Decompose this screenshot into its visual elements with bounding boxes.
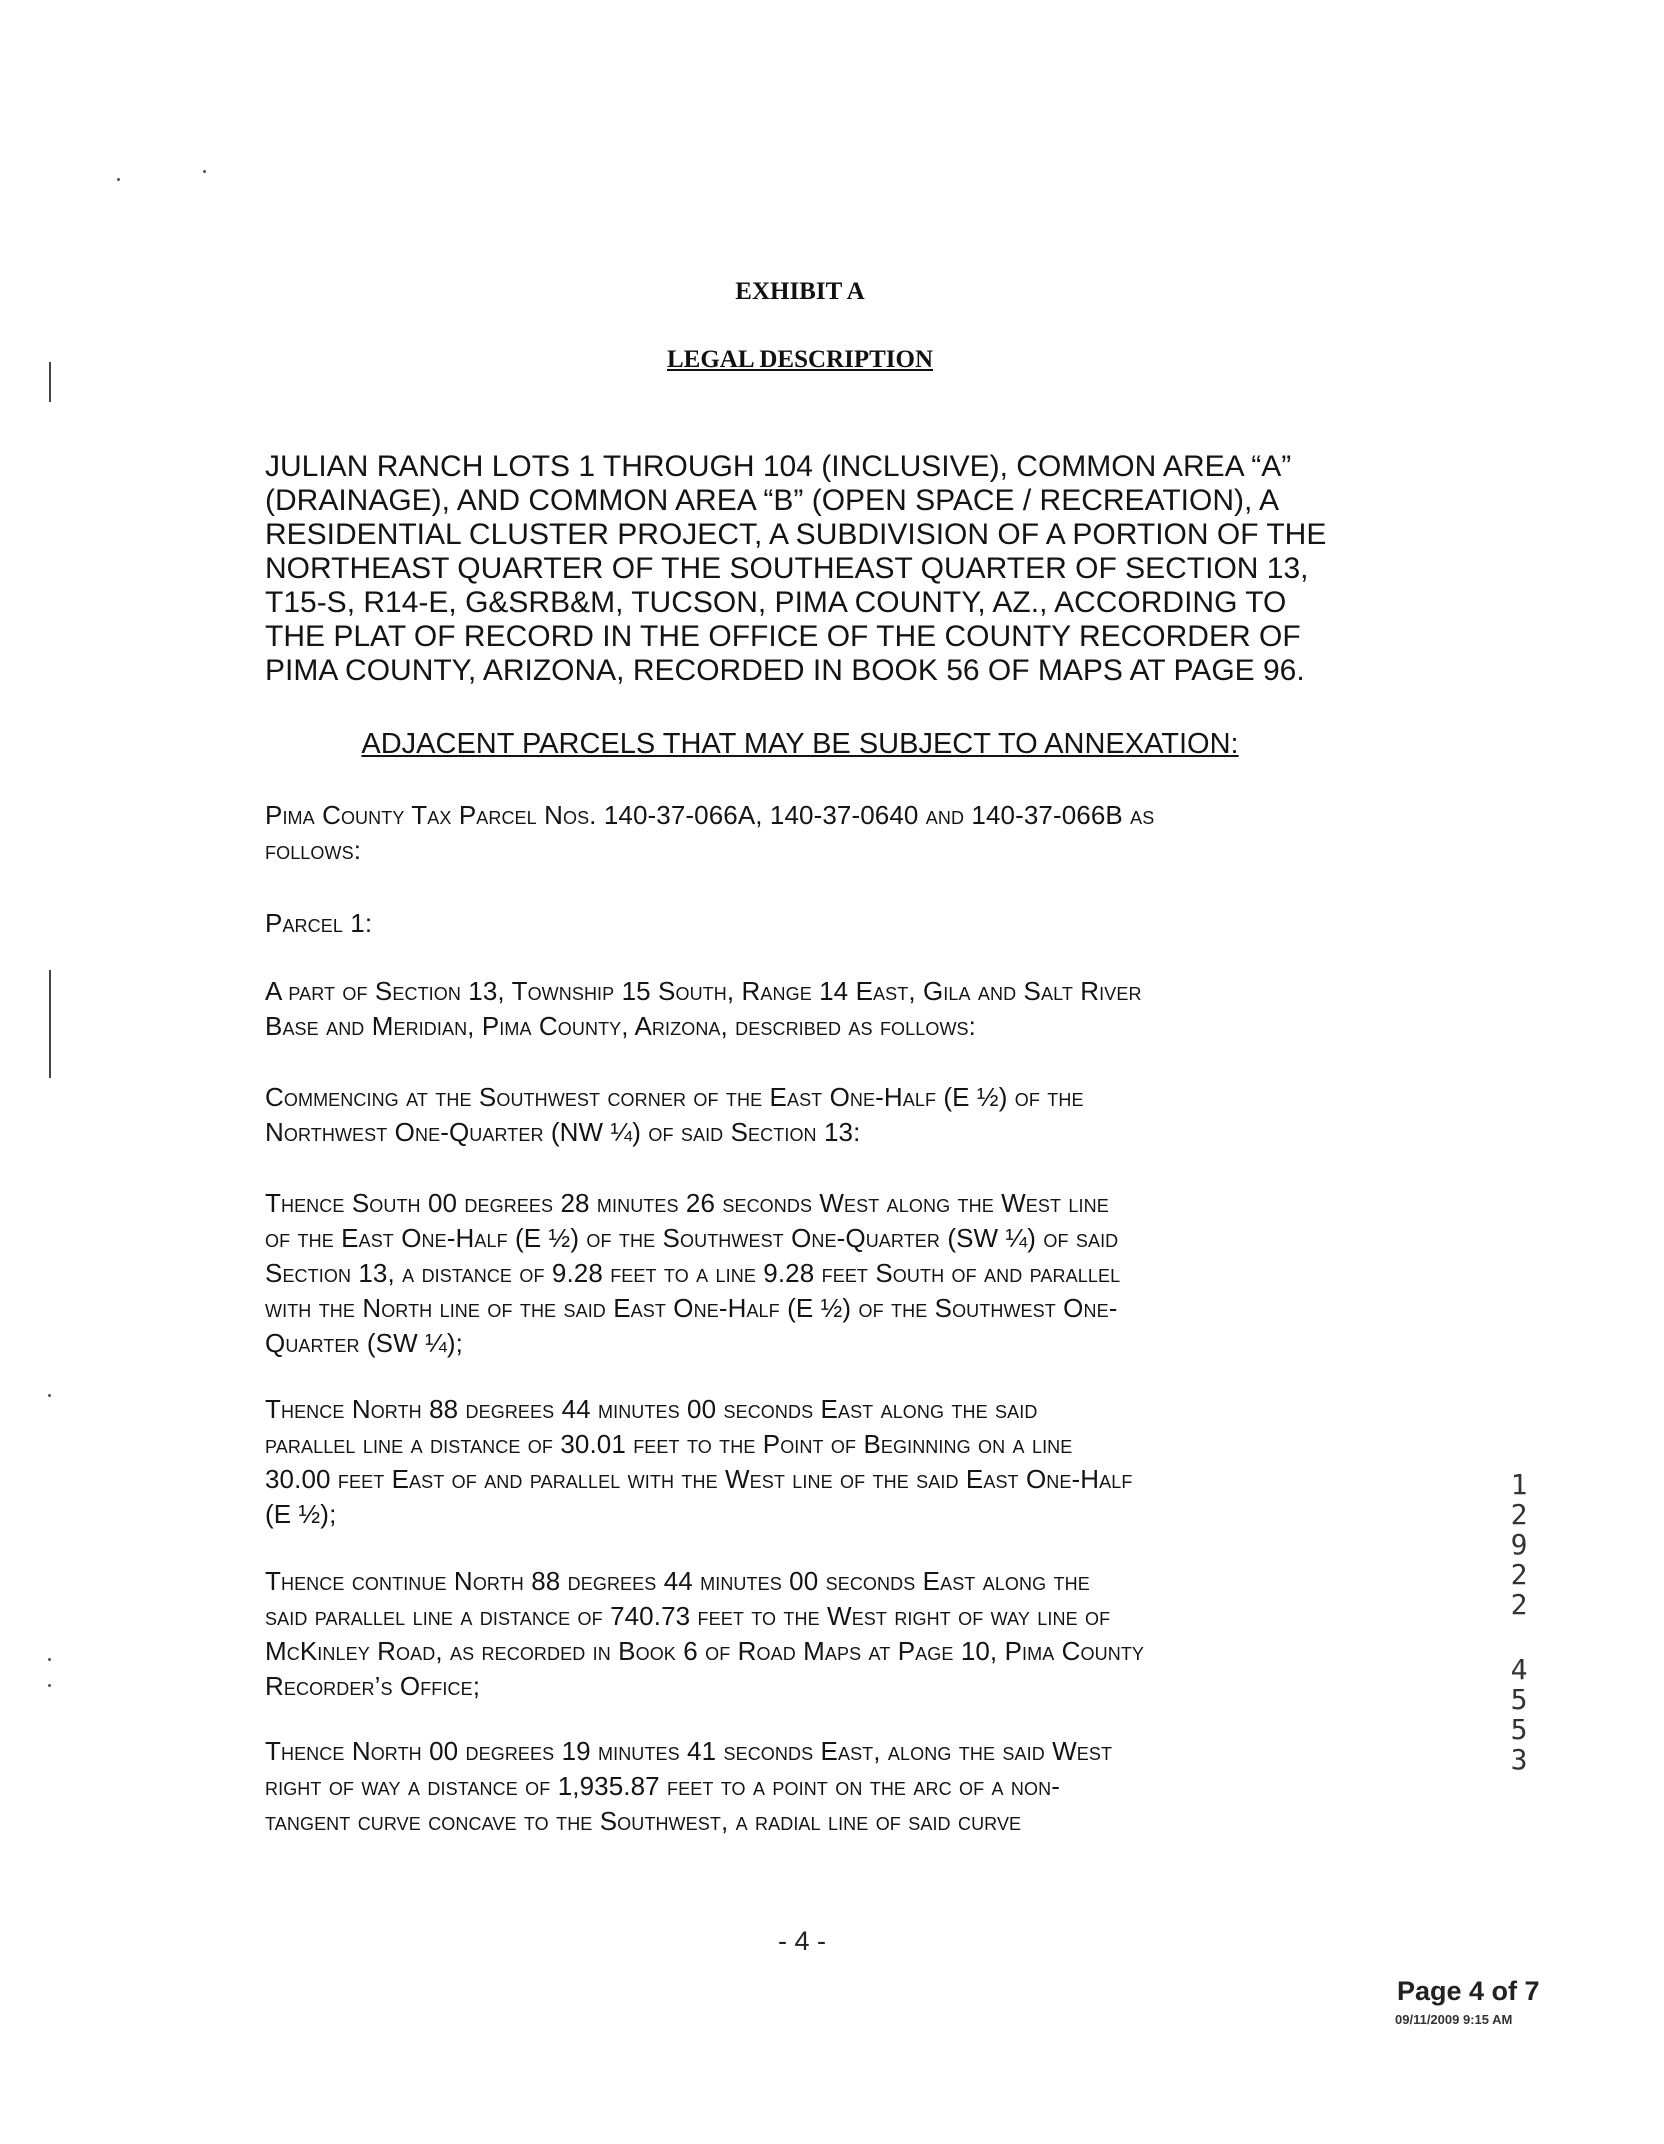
thence-paragraph-3: [265, 1564, 1339, 1704]
parcel-label: [265, 906, 1339, 941]
recording-book-number: [1504, 1470, 1534, 1620]
text-line: Thence North 00 degrees 19 minutes 41 seconds East, along the said West: [265, 1736, 1113, 1766]
scan-margin-mark: [49, 970, 51, 1078]
text-line: THE PLAT OF RECORD IN THE OFFICE OF THE COUNTY RECORDER OF: [265, 620, 1301, 653]
text-line: Thence continue North 88 degrees 44 minutes 00 seconds East along the: [265, 1566, 1090, 1596]
text-line: right of way a distance of 1,935.87 feet to a point on the arc of a non-: [265, 1771, 1060, 1801]
recording-page-number: [1504, 1655, 1534, 1775]
recording-book-digit: 1: [1510, 1468, 1528, 1501]
scan-speck: [117, 178, 120, 181]
text-line: Thence North 88 degrees 44 minutes 00 seconds East along the said: [265, 1394, 1038, 1424]
parcel-intro-paragraph: [265, 974, 1339, 1044]
text-line: (DRAINAGE), AND COMMON AREA “B” (OPEN SPACE / RECREATION), A: [265, 484, 1280, 517]
text-line: Commencing at the Southwest corner of the East One-Half (E ½) of the: [265, 1082, 1084, 1112]
text-line: Northwest One-Quarter (NW ¼) of said Section 13:: [265, 1117, 861, 1147]
text-line: T15-S, R14-E, G&SRB&M, TUCSON, PIMA COUNTY, AZ., ACCORDING TO: [265, 586, 1287, 619]
recording-book-digit: 2: [1510, 1498, 1528, 1531]
text-line: 30.00 feet East of and parallel with the West line of the said East One-Half: [265, 1464, 1133, 1494]
scan-speck: [48, 1658, 51, 1661]
scan-speck: [48, 1394, 51, 1397]
text-line: Thence South 00 degrees 28 minutes 26 seconds West along the West line: [265, 1188, 1109, 1218]
tax-parcels-paragraph: [265, 798, 1339, 868]
thence-paragraph-1: [265, 1186, 1339, 1361]
text-line: A part of Section 13, Township 15 South, Range 14 East, Gila and Salt River: [265, 976, 1142, 1006]
thence-paragraph-4: [265, 1734, 1339, 1839]
text-line: tangent curve concave to the Southwest, a radial line of said curve: [265, 1806, 1022, 1836]
recording-page-digit: 5: [1510, 1683, 1528, 1716]
annexation-subheading: ADJACENT PARCELS THAT MAY BE SUBJECT TO ANNEXATION:: [361, 728, 1239, 760]
recording-page-digit: 5: [1510, 1713, 1528, 1746]
text-line: with the North line of the said East One-Half (E ½) of the Southwest One-: [265, 1293, 1118, 1323]
text-line: follows:: [265, 835, 362, 865]
commencing-paragraph: [265, 1080, 1339, 1150]
page-count-stamp: Page 4 of 7: [1397, 1976, 1540, 2006]
text-line: of the East One-Half (E ½) of the Southwest One-Quarter (SW ¼) of said: [265, 1223, 1119, 1253]
legal-description-title: LEGAL DESCRIPTION: [666, 346, 934, 373]
recording-book-digit: 9: [1510, 1528, 1528, 1561]
recording-page-digit: 4: [1510, 1653, 1528, 1686]
text-line: McKinley Road, as recorded in Book 6 of Road Maps at Page 10, Pima County: [265, 1636, 1145, 1666]
exhibit-title: EXHIBIT A: [735, 278, 865, 305]
text-line: Base and Meridian, Pima County, Arizona, described as follows:: [265, 1011, 976, 1041]
scan-speck: [203, 170, 206, 173]
scan-speck: [48, 1684, 51, 1687]
text-line: JULIAN RANCH LOTS 1 THROUGH 104 (INCLUSIVE), COMMON AREA “A”: [265, 450, 1292, 483]
main-paragraph: [265, 450, 1339, 688]
text-line: RESIDENTIAL CLUSTER PROJECT, A SUBDIVISION OF A PORTION OF THE: [265, 518, 1327, 551]
recording-book-digit: 2: [1510, 1588, 1528, 1621]
text-line: Recorder’s Office;: [265, 1671, 481, 1701]
text-line: Pima County Tax Parcel Nos. 140-37-066A, 140-37-0640 and 140-37-066B as: [265, 800, 1155, 830]
text-line: NORTHEAST QUARTER OF THE SOUTHEAST QUARTER OF SECTION 13,: [265, 552, 1309, 585]
thence-paragraph-2: [265, 1392, 1339, 1532]
text-line: PIMA COUNTY, ARIZONA, RECORDED IN BOOK 56 OF MAPS AT PAGE 96.: [265, 654, 1305, 687]
text-line: said parallel line a distance of 740.73 feet to the West right of way line of: [265, 1601, 1111, 1631]
recording-page-digit: 3: [1510, 1743, 1528, 1776]
text-line: Parcel 1:: [265, 908, 373, 938]
scan-margin-mark: [49, 362, 51, 402]
text-line: (E ½);: [265, 1499, 337, 1529]
text-line: Quarter (SW ¼);: [265, 1328, 463, 1358]
recording-book-digit: 2: [1510, 1558, 1528, 1591]
text-line: Section 13, a distance of 9.28 feet to a line 9.28 feet South of and parallel: [265, 1258, 1121, 1288]
recorded-datetime-stamp: 09/11/2009 9:15 AM: [1395, 2012, 1513, 2027]
page-number: - 4 -: [777, 1926, 826, 1956]
text-line: parallel line a distance of 30.01 feet to the Point of Beginning on a line: [265, 1429, 1073, 1459]
